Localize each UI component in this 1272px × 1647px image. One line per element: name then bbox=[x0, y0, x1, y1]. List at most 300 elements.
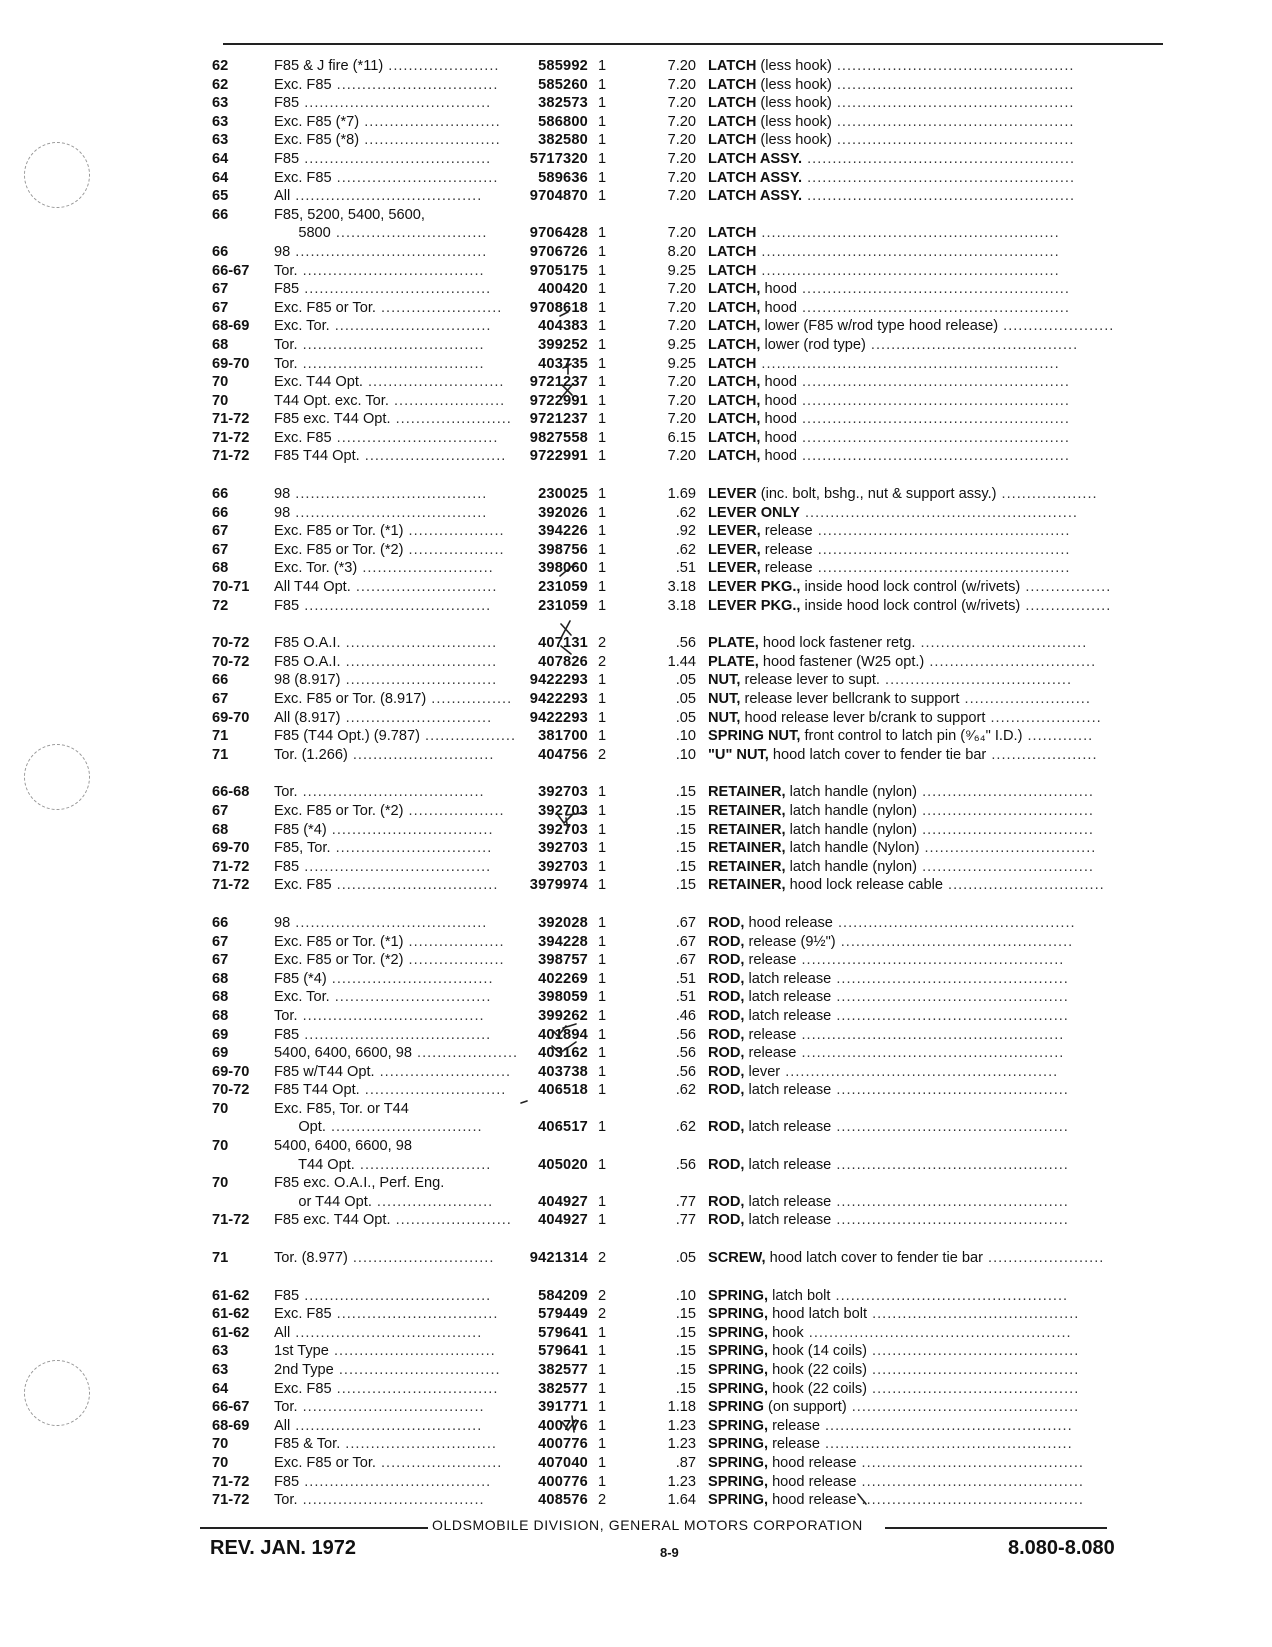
dot-leader: ................................ bbox=[326, 821, 494, 838]
application bbox=[274, 970, 492, 989]
description-detail: hood lock release cable bbox=[785, 877, 943, 894]
price: 3.18 bbox=[667, 597, 696, 614]
description-name: LATCH, bbox=[708, 336, 761, 353]
description bbox=[708, 392, 1167, 411]
dot-leader: ................... bbox=[403, 933, 505, 950]
dot-leader: .................................... bbox=[297, 1399, 485, 1416]
quantity: 2 bbox=[598, 1287, 607, 1304]
table-row bbox=[212, 224, 1167, 243]
application bbox=[274, 821, 492, 840]
quantity: 2 bbox=[598, 635, 607, 652]
quantity: 1 bbox=[598, 597, 607, 614]
table-row bbox=[212, 299, 1167, 318]
description-detail: latch handle (Nylon) bbox=[785, 840, 920, 857]
table-row bbox=[212, 243, 1167, 262]
quantity: 1 bbox=[598, 1417, 607, 1434]
dot-leader: ........................................................... bbox=[756, 243, 1060, 260]
quantity: 1 bbox=[598, 784, 607, 801]
table-row bbox=[212, 1491, 1167, 1510]
description bbox=[708, 1063, 1167, 1082]
price: 1.23 bbox=[667, 1436, 696, 1453]
table-row bbox=[212, 262, 1167, 281]
dot-leader: ..................................... bbox=[290, 1324, 483, 1341]
description bbox=[708, 1473, 1167, 1492]
quantity: 1 bbox=[598, 933, 607, 950]
part-number: 382580 bbox=[538, 132, 588, 149]
dot-leader: .............................. bbox=[330, 225, 488, 242]
dot-leader: .............................. bbox=[340, 635, 498, 652]
application-text: Tor. bbox=[274, 1007, 298, 1024]
table-row bbox=[212, 1044, 1167, 1063]
part-number: 579641 bbox=[538, 1343, 588, 1360]
price: .05 bbox=[675, 1250, 696, 1267]
part-number: 404927 bbox=[538, 1193, 588, 1210]
dot-leader: ........................ bbox=[375, 1454, 503, 1471]
description-name: RETAINER, bbox=[708, 802, 786, 819]
dot-leader: ..................................... bbox=[299, 1473, 492, 1490]
price: .56 bbox=[675, 635, 696, 652]
description-name: SPRING NUT, bbox=[708, 728, 801, 745]
price: .56 bbox=[675, 1026, 696, 1043]
description-detail: latch release bbox=[744, 1082, 832, 1099]
application-text: 98 bbox=[274, 243, 291, 260]
model-year: 66 bbox=[212, 206, 229, 223]
application bbox=[274, 1174, 492, 1193]
application bbox=[274, 1081, 507, 1100]
application-text: F85 bbox=[274, 1473, 300, 1490]
application-text: F85 T44 Opt. bbox=[274, 448, 360, 465]
table-row bbox=[212, 57, 1167, 76]
table-row bbox=[212, 280, 1167, 299]
part-number: 230025 bbox=[538, 486, 588, 503]
description-name: LEVER, bbox=[708, 523, 761, 540]
price: 1.44 bbox=[667, 653, 696, 670]
price: 7.20 bbox=[667, 411, 696, 428]
description-detail: hood bbox=[760, 374, 797, 391]
model-year: 71-72 bbox=[212, 858, 250, 875]
table-row bbox=[212, 113, 1167, 132]
application-text: 98 (8.917) bbox=[274, 672, 341, 689]
price: 6.15 bbox=[667, 429, 696, 446]
part-group bbox=[212, 57, 1167, 466]
price: 9.25 bbox=[667, 355, 696, 372]
price: 7.20 bbox=[667, 58, 696, 74]
quantity: 2 bbox=[598, 653, 607, 670]
description bbox=[708, 1026, 1167, 1045]
description bbox=[708, 1454, 1167, 1473]
application bbox=[274, 187, 492, 206]
description bbox=[708, 522, 1167, 541]
description-detail: (inc. bolt, bshg., nut & support assy.) bbox=[756, 486, 997, 503]
application-text: Exc. F85 bbox=[274, 429, 332, 446]
quantity: 1 bbox=[598, 858, 607, 875]
application bbox=[274, 1193, 492, 1212]
application bbox=[274, 131, 501, 150]
description-name: SPRING, bbox=[708, 1473, 769, 1490]
application-text: Exc. F85 bbox=[274, 169, 332, 186]
table-row bbox=[212, 1398, 1167, 1417]
description bbox=[708, 336, 1167, 355]
description bbox=[708, 262, 1167, 281]
application bbox=[274, 57, 500, 76]
dot-leader: .............................. bbox=[325, 1119, 483, 1136]
dot-leader: ..................................... bbox=[879, 672, 1073, 689]
dot-leader: .................................... bbox=[297, 262, 485, 279]
dot-leader: ...................................... bbox=[290, 504, 488, 521]
table-row bbox=[212, 504, 1167, 523]
price: .56 bbox=[675, 1156, 696, 1173]
description-name: ROD, bbox=[708, 1119, 745, 1136]
description bbox=[708, 597, 1167, 616]
application-text: F85 bbox=[274, 1287, 300, 1304]
application bbox=[274, 690, 513, 709]
table-row bbox=[212, 709, 1167, 728]
price: 9.25 bbox=[667, 336, 696, 353]
table-row bbox=[212, 951, 1167, 970]
application bbox=[274, 634, 498, 653]
price: .15 bbox=[675, 1324, 696, 1341]
application-text: F85 O.A.I. bbox=[274, 635, 341, 652]
application-text: F85 bbox=[274, 95, 300, 112]
part-number: 398059 bbox=[538, 989, 588, 1006]
dot-leader: ..................... bbox=[986, 746, 1098, 763]
quantity: 2 bbox=[598, 1492, 607, 1509]
description-name: LATCH, bbox=[708, 299, 761, 316]
table-row bbox=[212, 839, 1167, 858]
model-year: 63 bbox=[212, 95, 229, 112]
price: 1.64 bbox=[667, 1492, 696, 1509]
quantity: 1 bbox=[598, 1045, 607, 1062]
description bbox=[708, 709, 1167, 728]
table-row bbox=[212, 783, 1167, 802]
model-year: 61-62 bbox=[212, 1324, 250, 1341]
dot-leader: ..................................................... bbox=[802, 188, 1076, 205]
price: 7.20 bbox=[667, 132, 696, 149]
price: .15 bbox=[675, 784, 696, 801]
model-year: 68 bbox=[212, 989, 229, 1006]
description-detail: release bbox=[744, 1045, 797, 1062]
table-row bbox=[212, 727, 1167, 746]
model-year: 63 bbox=[212, 132, 229, 149]
price: .77 bbox=[675, 1193, 696, 1210]
model-year: 64 bbox=[212, 169, 229, 186]
application bbox=[274, 876, 499, 895]
model-year: 71-72 bbox=[212, 448, 250, 465]
description bbox=[708, 1361, 1167, 1380]
dot-leader: ................... bbox=[403, 541, 505, 558]
part-group bbox=[212, 634, 1167, 764]
quantity: 1 bbox=[598, 579, 607, 596]
model-year: 66 bbox=[212, 504, 229, 521]
model-year: 70-72 bbox=[212, 635, 250, 652]
description-name: ROD, bbox=[708, 1063, 745, 1080]
dot-leader: ..................................... bbox=[299, 1026, 492, 1043]
description bbox=[708, 1305, 1167, 1324]
price: .67 bbox=[675, 933, 696, 950]
description-name: SPRING, bbox=[708, 1324, 769, 1341]
part-number: 586800 bbox=[538, 113, 588, 130]
application bbox=[274, 224, 492, 243]
table-row bbox=[212, 76, 1167, 95]
price: 7.20 bbox=[667, 281, 696, 298]
quantity: 1 bbox=[598, 1454, 607, 1471]
model-year: 67 bbox=[212, 952, 229, 969]
part-number: 382577 bbox=[538, 1380, 588, 1397]
table-row bbox=[212, 653, 1167, 672]
model-year: 71-72 bbox=[212, 1212, 250, 1229]
application bbox=[274, 1454, 503, 1473]
table-row bbox=[212, 671, 1167, 690]
footer-rule-left bbox=[200, 1527, 428, 1529]
model-year: 69-70 bbox=[212, 840, 250, 857]
description-name: RETAINER, bbox=[708, 840, 786, 857]
price: .87 bbox=[675, 1454, 696, 1471]
dot-leader: ................................ bbox=[331, 1306, 499, 1323]
top-rule bbox=[223, 43, 1163, 45]
price: 7.20 bbox=[667, 448, 696, 465]
dot-leader: ................... bbox=[403, 952, 505, 969]
application bbox=[274, 951, 505, 970]
description-name: LATCH ASSY. bbox=[708, 169, 803, 186]
application bbox=[274, 578, 498, 597]
description-name: RETAINER, bbox=[708, 858, 786, 875]
model-year: 63 bbox=[212, 1362, 229, 1378]
model-year: 68 bbox=[212, 1007, 229, 1024]
description-detail: latch release bbox=[744, 1193, 832, 1210]
model-year: 69 bbox=[212, 1045, 229, 1062]
dot-leader: ........................................................... bbox=[756, 262, 1060, 279]
table-row bbox=[212, 429, 1167, 448]
dot-leader: .................................. bbox=[917, 821, 1094, 838]
description-name: LATCH bbox=[708, 262, 757, 279]
dot-leader: .................................................... bbox=[796, 1026, 1065, 1043]
quantity: 1 bbox=[598, 169, 607, 186]
dot-leader: ............................................... bbox=[831, 76, 1075, 93]
price: .77 bbox=[675, 1212, 696, 1229]
dot-leader: ......................................... bbox=[867, 1306, 1080, 1323]
price: .62 bbox=[675, 1119, 696, 1136]
description-name: LATCH, bbox=[708, 392, 761, 409]
price: .15 bbox=[675, 840, 696, 857]
dot-leader: ................... bbox=[996, 486, 1098, 503]
price: 1.69 bbox=[667, 486, 696, 503]
model-year: 69-70 bbox=[212, 1063, 250, 1080]
quantity: 1 bbox=[598, 560, 607, 577]
part-number: 9722991 bbox=[529, 448, 588, 465]
price: .51 bbox=[675, 560, 696, 577]
dot-leader: ............................ bbox=[359, 448, 507, 465]
description bbox=[708, 634, 1167, 653]
description-detail: latch release bbox=[744, 970, 832, 987]
price: 7.20 bbox=[667, 113, 696, 130]
table-row bbox=[212, 1324, 1167, 1343]
price: 7.20 bbox=[667, 169, 696, 186]
price: 7.20 bbox=[667, 150, 696, 167]
description bbox=[708, 858, 1167, 877]
application bbox=[274, 783, 492, 802]
dot-leader: ................. bbox=[1020, 597, 1112, 614]
application-text: 98 bbox=[274, 486, 291, 503]
description-name: "U" NUT, bbox=[708, 746, 769, 763]
application-text: Exc. F85 (*7) bbox=[274, 113, 360, 130]
description-detail: latch release bbox=[744, 1212, 832, 1229]
table-row bbox=[212, 1342, 1167, 1361]
table-row bbox=[212, 150, 1167, 169]
table-row bbox=[212, 355, 1167, 374]
description-name: ROD, bbox=[708, 914, 745, 931]
application-text: All bbox=[274, 1417, 291, 1434]
application-text: Exc. F85 bbox=[274, 877, 332, 894]
application-text: Exc. F85 or Tor. (*2) bbox=[274, 952, 404, 969]
model-year: 70 bbox=[212, 1454, 229, 1471]
dot-leader: ............................ bbox=[347, 746, 495, 763]
part-number: 584209 bbox=[538, 1287, 588, 1304]
application-text: F85 (*4) bbox=[274, 821, 327, 838]
description-name: LATCH bbox=[708, 243, 757, 260]
dot-leader: .................................... bbox=[297, 1492, 485, 1509]
dot-leader: ........................................................... bbox=[756, 355, 1060, 372]
model-year: 69-70 bbox=[212, 709, 250, 726]
description-detail: release lever bellcrank to support bbox=[740, 691, 960, 707]
application-text: F85 & J fire (*11) bbox=[274, 58, 384, 74]
application-text: F85 & Tor. bbox=[274, 1436, 341, 1453]
dot-leader: ..................................... bbox=[299, 281, 492, 298]
description-detail: release bbox=[768, 1417, 820, 1434]
model-year: 70 bbox=[212, 1100, 229, 1117]
dot-leader: .................................................. bbox=[812, 541, 1071, 558]
application bbox=[274, 1026, 492, 1045]
table-row bbox=[212, 1249, 1167, 1268]
model-year: 71 bbox=[212, 1250, 229, 1267]
price: 7.20 bbox=[667, 225, 696, 242]
table-row bbox=[212, 1361, 1167, 1380]
table-row bbox=[212, 1380, 1167, 1399]
dot-leader: ................................ bbox=[328, 1343, 496, 1360]
part-number: 394226 bbox=[538, 523, 588, 540]
description-detail: latch handle (nylon) bbox=[785, 821, 918, 838]
table-row bbox=[212, 1156, 1167, 1175]
description bbox=[708, 504, 1167, 523]
dot-leader: ..................................................... bbox=[796, 392, 1070, 409]
table-row bbox=[212, 933, 1167, 952]
quantity: 1 bbox=[598, 877, 607, 894]
price: .15 bbox=[675, 1380, 696, 1397]
description bbox=[708, 671, 1167, 690]
dot-leader: .................................................... bbox=[796, 952, 1065, 969]
quantity: 1 bbox=[598, 262, 607, 279]
quantity: 1 bbox=[598, 281, 607, 298]
description bbox=[708, 783, 1167, 802]
dot-leader: .............................................. bbox=[835, 933, 1074, 950]
description bbox=[708, 970, 1167, 989]
description-name: ROD, bbox=[708, 1082, 745, 1099]
model-year: 67 bbox=[212, 691, 229, 707]
dot-leader: .............................................. bbox=[831, 1193, 1069, 1210]
application-text: F85 bbox=[274, 281, 300, 298]
description-name: LEVER PKG., bbox=[708, 597, 801, 614]
application-text: Exc. F85 or Tor. (*1) bbox=[274, 523, 404, 540]
model-year: 63 bbox=[212, 1343, 229, 1360]
description-name: LATCH, bbox=[708, 448, 761, 465]
description-detail: latch release bbox=[744, 1007, 832, 1024]
price: .56 bbox=[675, 1045, 696, 1062]
model-year: 69-70 bbox=[212, 355, 250, 372]
dot-leader: ....................... bbox=[390, 1212, 512, 1229]
dot-leader: .............................. bbox=[340, 672, 498, 689]
application bbox=[274, 988, 492, 1007]
application-text: F85 (T44 Opt.) (9.787) bbox=[274, 728, 420, 745]
price: .56 bbox=[675, 1063, 696, 1080]
application bbox=[274, 746, 495, 765]
price: 9.25 bbox=[667, 262, 696, 279]
application bbox=[274, 1156, 492, 1175]
dot-leader: ................................................. bbox=[819, 1436, 1073, 1453]
table-row bbox=[212, 94, 1167, 113]
application-text: Exc. F85, Tor. or T44 bbox=[274, 1100, 409, 1117]
description-detail: hood fastener (W25 opt.) bbox=[758, 653, 925, 670]
description bbox=[708, 1491, 1167, 1510]
application-text: Exc. F85 bbox=[274, 1306, 332, 1323]
description-name: LEVER PKG., bbox=[708, 579, 801, 596]
description-name: LATCH bbox=[708, 225, 757, 242]
model-year: 67 bbox=[212, 299, 229, 316]
table-row bbox=[212, 485, 1167, 504]
table-row bbox=[212, 1287, 1167, 1306]
description-name: SPRING, bbox=[708, 1436, 769, 1453]
part-number: 392703 bbox=[538, 858, 588, 875]
description bbox=[708, 1249, 1167, 1268]
quantity: 1 bbox=[598, 989, 607, 1006]
application-text: 1st Type bbox=[274, 1343, 329, 1360]
description bbox=[708, 373, 1167, 392]
part-number: 400776 bbox=[538, 1436, 588, 1453]
application bbox=[274, 429, 499, 448]
description-detail: latch release bbox=[744, 1156, 832, 1173]
part-number: 400776 bbox=[538, 1473, 588, 1490]
price: .05 bbox=[675, 691, 696, 707]
dot-leader: ...................... bbox=[998, 318, 1115, 335]
application-text: Exc. F85 (*8) bbox=[274, 132, 360, 149]
quantity: 1 bbox=[598, 355, 607, 372]
description bbox=[708, 1435, 1167, 1454]
model-year: 66-67 bbox=[212, 262, 250, 279]
description bbox=[708, 988, 1167, 1007]
application-text: Exc. F85 or Tor. (8.917) bbox=[274, 691, 427, 707]
model-year: 69 bbox=[212, 1026, 229, 1043]
application-text: Exc. F85 or Tor. (*2) bbox=[274, 802, 404, 819]
model-year: 70 bbox=[212, 1138, 229, 1155]
quantity: 1 bbox=[598, 76, 607, 93]
price: 7.20 bbox=[667, 299, 696, 316]
quantity: 1 bbox=[598, 728, 607, 745]
part-number: 585992 bbox=[538, 58, 588, 74]
description bbox=[708, 76, 1167, 95]
application bbox=[274, 933, 505, 952]
model-year: 62 bbox=[212, 58, 229, 74]
model-year: 66-67 bbox=[212, 1399, 250, 1416]
application bbox=[274, 1435, 497, 1454]
dot-leader: ................... bbox=[403, 523, 505, 540]
dot-leader: ...................................................... bbox=[780, 1063, 1059, 1080]
price: .05 bbox=[675, 672, 696, 689]
table-row bbox=[212, 1454, 1167, 1473]
description-detail: (less hook) bbox=[756, 58, 832, 74]
dot-leader: ......................... bbox=[959, 691, 1091, 707]
description-name: SPRING bbox=[708, 1399, 764, 1416]
description bbox=[708, 802, 1167, 821]
description-detail: (on support) bbox=[763, 1399, 847, 1416]
quantity: 1 bbox=[598, 318, 607, 335]
